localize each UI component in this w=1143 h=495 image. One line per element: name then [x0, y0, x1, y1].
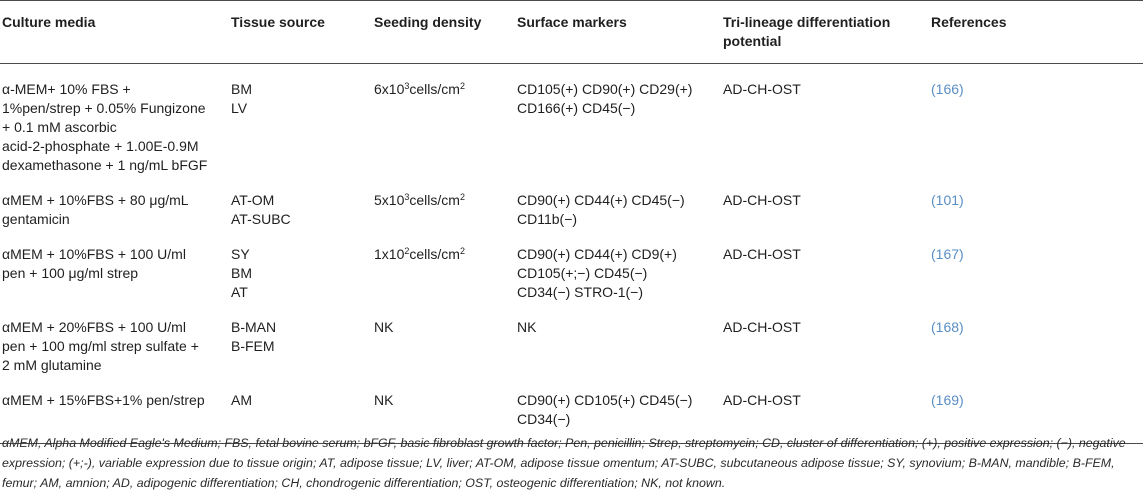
cell-culture-media: α-MEM+ 10% FBS + 1%pen/strep + 0.05% Fungizone + 0.1 mM ascorbic acid-2-phosphate + 1.00E-0.9M dexamethasone + 1 ng/mL bFGF [2, 81, 208, 173]
reference-link[interactable]: (169) [929, 381, 1143, 444]
header-surface-markers: Surface markers [515, 1, 721, 64]
cell-culture-media: αMEM + 20%FBS + 100 U/ml pen + 100 mg/ml strep sulfate + 2 mM glutamine [2, 319, 199, 373]
cell-seeding-density [372, 235, 515, 308]
table-row [0, 64, 1143, 182]
table-row [0, 235, 1143, 308]
cell-trilineage: AD-CH-OST [723, 319, 801, 335]
cell-surface-markers: CD90(+) CD44(+) CD9(+) CD105(+;−) CD45(−) CD34(−) STRO-1(−) [517, 246, 677, 300]
seeding-base: 5x10 [374, 192, 405, 208]
cell-culture-media: αMEM + 15%FBS+1% pen/strep [0, 381, 229, 444]
table-row [0, 181, 1143, 235]
cell-trilineage: AD-CH-OST [723, 192, 801, 208]
cell-surface-markers: CD90(+) CD105(+) CD45(−) CD34(−) [515, 381, 721, 444]
reference-link[interactable]: (101) [931, 192, 964, 208]
cell-trilineage: AD-CH-OST [721, 381, 929, 444]
seeding-exponent: 2 [404, 246, 410, 256]
seeding-unit-exponent: 2 [459, 81, 465, 91]
cell-surface-markers: CD105(+) CD90(+) CD29(+) CD166(+) CD45(−) [517, 81, 693, 116]
header-trilineage-potential: Tri-lineage differentiation potential [721, 1, 929, 64]
table-row [0, 308, 1143, 381]
header-seeding-density: Seeding density [372, 1, 515, 64]
seeding-unit: cells/cm [409, 192, 460, 208]
cell-tissue-source: AT-OM AT-SUBC [231, 192, 291, 227]
cell-surface-markers: NK [517, 319, 537, 335]
cell-culture-media: αMEM + 10%FBS + 100 U/ml pen + 100 μg/ml strep [2, 246, 186, 281]
table-footnote: αMEM, Alpha Modified Eagle's Medium; FBS, fetal bovine serum; bFGF, basic fibroblast growth factor; Pen, penicillin; Strep, streptomycin; CD, cluster of differentiation; (+), positive expression; (−), negative expression; (+;-), variable expression due to tissue origin; AT, adipose tissue; LV, liver; AT-OM, adipose tissue omentum; AT-SUBC, subcutaneous adipose tissue; SY, synovium; B-MAN, mandible; B-FEM, femur; AM, amnion; AD, adipogenic differentiation; CH, chondrogenic differentiation; OST, osteogenic differentiation; NK, not known. [2, 436, 1126, 490]
cell-tissue-source: SY BM AT [231, 246, 252, 300]
table-header-row [0, 1, 1143, 64]
seeding-exponent: 3 [404, 192, 410, 202]
seeding-unit-exponent: 2 [459, 246, 465, 256]
seeding-base: 6x10 [374, 81, 405, 97]
seeding-unit: cells/cm [409, 81, 460, 97]
cell-trilineage: AD-CH-OST [723, 81, 801, 97]
cell-trilineage: AD-CH-OST [723, 246, 801, 262]
seeding-unit: cells/cm [409, 246, 460, 262]
reference-link[interactable]: (168) [931, 319, 964, 335]
header-culture-media: Culture media [0, 1, 229, 64]
seeding-exponent: 3 [404, 81, 410, 91]
cell-tissue-source: B-MAN B-FEM [231, 319, 277, 354]
reference-link[interactable]: (167) [931, 246, 964, 262]
header-tissue-source: Tissue source [229, 1, 372, 64]
header-references: References [929, 1, 1143, 64]
cell-seeding-density [372, 64, 515, 182]
seeding-base: 1x10 [374, 246, 405, 262]
cell-seeding-density: NK [372, 381, 515, 444]
reference-link[interactable]: (166) [931, 81, 964, 97]
cell-culture-media: αMEM + 10%FBS + 80 μg/mL gentamicin [2, 192, 189, 227]
cell-seeding-density: NK [374, 319, 394, 335]
cell-tissue-source: BM LV [231, 81, 252, 116]
cell-seeding-density [372, 181, 515, 235]
seeding-unit-exponent: 2 [459, 192, 465, 202]
cell-surface-markers: CD90(+) CD44(+) CD45(−) CD11b(−) [517, 192, 685, 227]
cell-tissue-source: AM [229, 381, 372, 444]
